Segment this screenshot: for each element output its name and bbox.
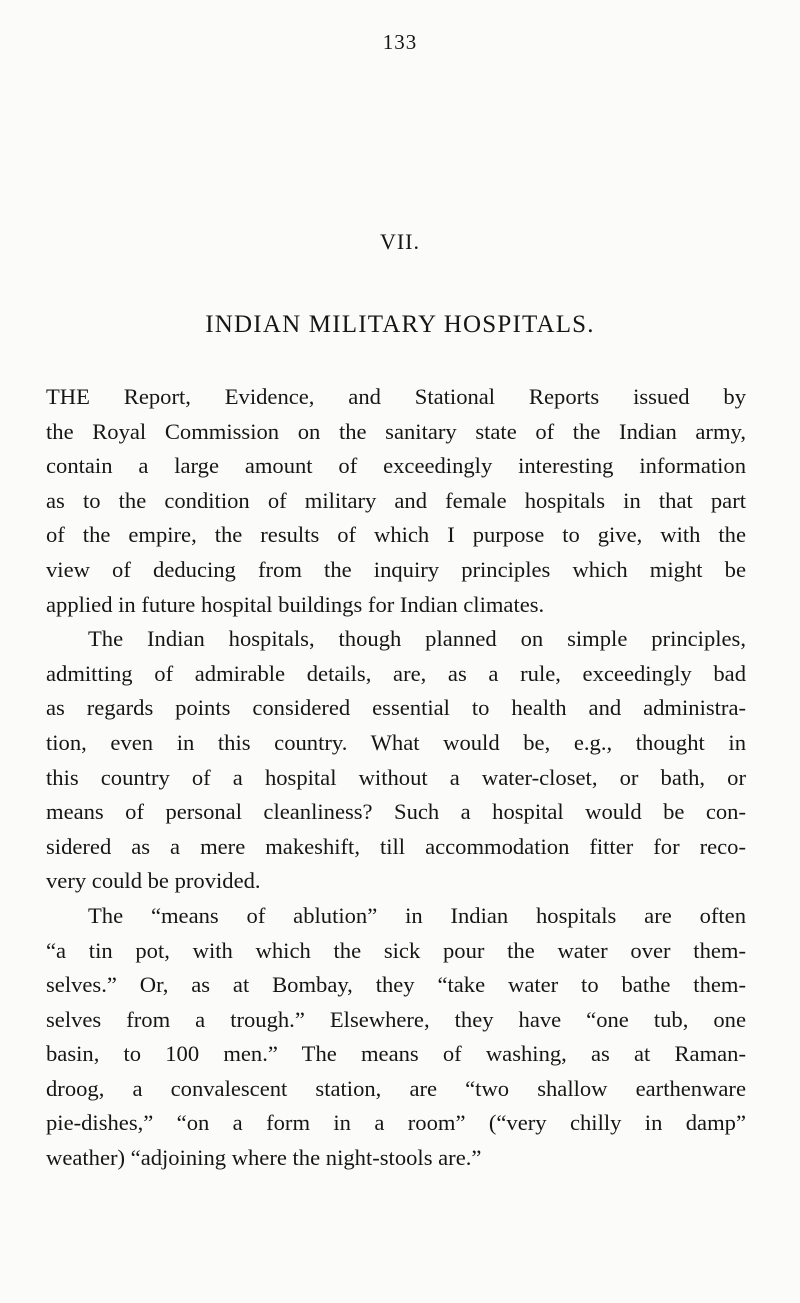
text-line: admitting of admirable details, are, as a rule, exceedingly bad	[46, 660, 746, 686]
text-line: of the empire, the results of which I purpose to give, with the	[46, 522, 746, 548]
text-line: The Indian hospitals, though planned on simple principles,	[88, 626, 746, 652]
text-line: basin, to 100 men.” The means of washing, as at Raman-	[46, 1041, 746, 1067]
text-line: selves from a trough.” Elsewhere, they have “one tub, one	[46, 1006, 746, 1032]
text-line: means of personal cleanliness? Such a hospital would be con-	[46, 799, 746, 825]
text-line: this country of a hospital without a water-closet, or bath, or	[46, 764, 746, 790]
text-line: view of deducing from the inquiry principles which might be	[46, 556, 746, 582]
text-line: droog, a convalescent station, are “two shallow earthenware	[46, 1075, 746, 1101]
section-number: VII.	[379, 229, 421, 254]
text-line: very could be provided.	[46, 868, 261, 894]
paragraph-1	[46, 380, 746, 622]
text-line: The “means of ablution” in Indian hospitals are often	[88, 902, 746, 928]
text-line: the Royal Commission on the sanitary state of the Indian army,	[46, 418, 746, 444]
text-line: sidered as a mere makeshift, till accommodation fitter for reco-	[46, 833, 746, 859]
text-line: applied in future hospital buildings for Indian climates.	[46, 591, 545, 617]
page-number: 133	[382, 30, 418, 54]
text-line: pie-dishes,” “on a form in a room” (“very chilly in damp”	[46, 1110, 746, 1136]
text-line: weather) “adjoining where the night-stools are.”	[46, 1145, 482, 1171]
chapter-title: INDIAN MILITARY HOSPITALS.	[205, 311, 595, 338]
text-line: selves.” Or, as at Bombay, they “take water to bathe them-	[46, 972, 746, 998]
text-line: tion, even in this country. What would be, e.g., thought in	[46, 729, 746, 755]
paragraph-3	[46, 899, 746, 1176]
text-line: THE Report, Evidence, and Stational Reports issued by	[46, 384, 746, 409]
paragraph-2	[46, 622, 746, 899]
text-line: as regards points considered essential to health and administra-	[46, 695, 746, 721]
text-line: contain a large amount of exceedingly interesting information	[46, 453, 746, 479]
body-text	[46, 380, 746, 1176]
text-line: as to the condition of military and female hospitals in that part	[46, 487, 746, 513]
text-line: “a tin pot, with which the sick pour the water over them-	[46, 937, 746, 963]
